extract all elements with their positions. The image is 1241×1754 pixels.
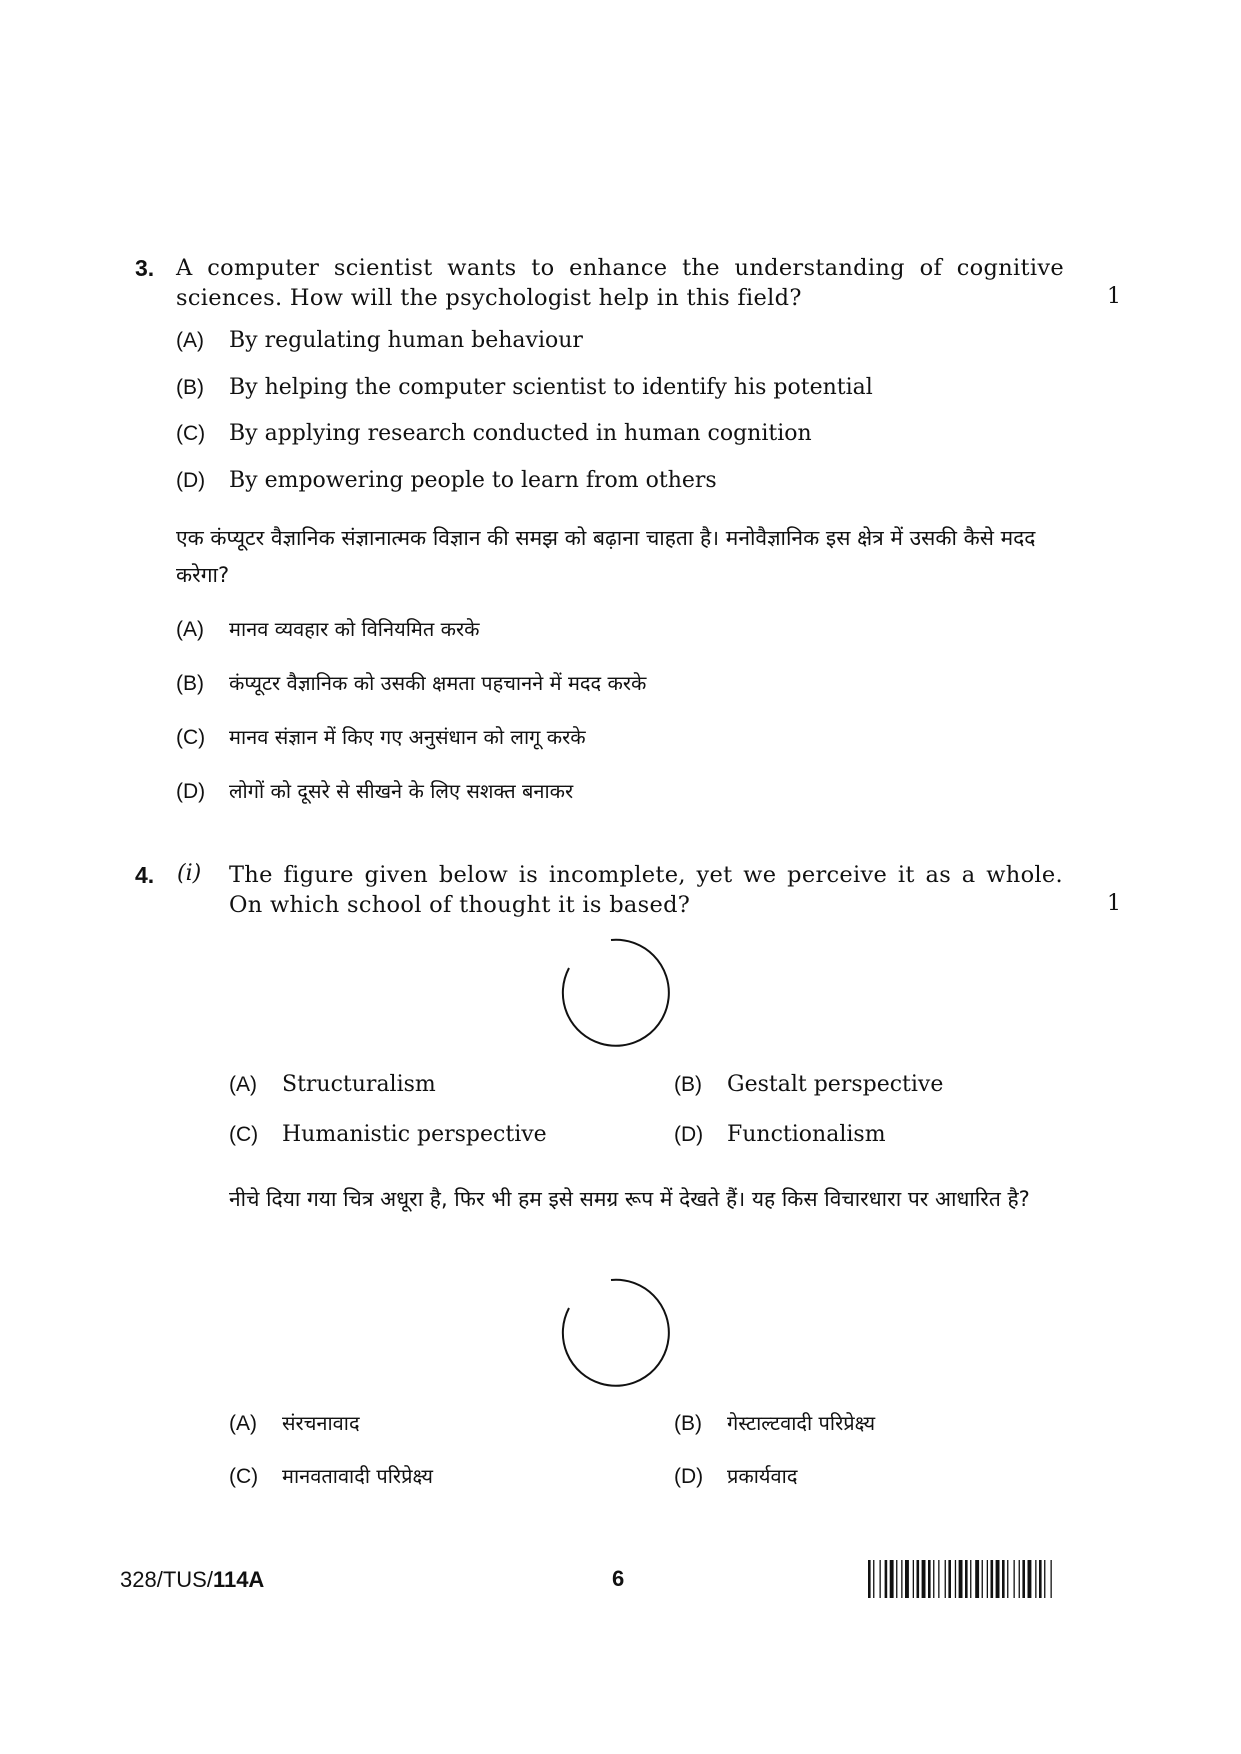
q4-hindi-option-d: (D) प्रकार्यवाद <box>674 1464 798 1488</box>
question-4-number: 4. <box>135 862 155 888</box>
incomplete-circle-figure <box>556 933 676 1053</box>
barcode <box>868 1560 1128 1598</box>
page-number: 6 <box>612 1566 625 1591</box>
q3-hindi-option-a: (A) मानव व्यवहार को विनियमित करके <box>176 617 480 641</box>
question-4-text: The figure given below is incomplete, yet we perceive it as a whole. On which school of thought it is based? <box>229 862 1063 918</box>
q4-option-a: (A) Structuralism <box>229 1072 436 1097</box>
q3-option-a: (A) By regulating human behaviour <box>176 328 583 353</box>
question-3-text: A computer scientist wants to enhance the understanding of cognitive sciences. How will the psychologist help in this field? <box>176 255 1064 311</box>
question-3-number: 3. <box>135 255 155 281</box>
q4-option-d: (D) Functionalism <box>674 1122 886 1147</box>
q3-hindi-option-c: (C) मानव संज्ञान में किए गए अनुसंधान को लागू करके <box>176 725 586 749</box>
q3-hindi-option-d: (D) लोगों को दूसरे से सीखने के लिए सशक्त बनाकर <box>176 779 574 803</box>
q3-option-d: (D) By empowering people to learn from others <box>176 468 717 493</box>
q4-hindi-option-a: (A) संरचनावाद <box>229 1411 360 1435</box>
incomplete-circle-figure-hindi <box>556 1273 676 1393</box>
question-3-hindi-text: एक कंप्यूटर वैज्ञानिक संज्ञानात्मक विज्ञान की समझ को बढ़ाना चाहता है। मनोवैज्ञानिक इस क्षेत्र में उसकी कैसे मदद करेगा? <box>176 526 1036 587</box>
q3-option-c: (C) By applying research conducted in human cognition <box>176 421 812 446</box>
q3-option-b: (B) By helping the computer scientist to identify his potential <box>176 375 873 400</box>
q4-option-c: (C) Humanistic perspective <box>229 1122 547 1147</box>
question-4-subpart: (i) <box>177 861 202 886</box>
question-4-marks: 1 <box>1107 891 1121 916</box>
q4-option-b: (B) Gestalt perspective <box>674 1072 944 1097</box>
paper-code: 328/TUS/114A <box>120 1567 265 1592</box>
question-3-marks: 1 <box>1107 284 1121 309</box>
q3-hindi-option-b: (B) कंप्यूटर वैज्ञानिक को उसकी क्षमता पहचानने में मदद करके <box>176 671 647 695</box>
question-4-hindi-text: नीचे दिया गया चित्र अधूरा है, फिर भी हम इसे समग्र रूप में देखते हैं। यह किस विचारधारा पर आधारित है? <box>229 1187 1030 1211</box>
q4-hindi-option-b: (B) गेस्टाल्टवादी परिप्रेक्ष्य <box>674 1411 876 1435</box>
q4-hindi-option-c: (C) मानवतावादी परिप्रेक्ष्य <box>229 1464 433 1488</box>
